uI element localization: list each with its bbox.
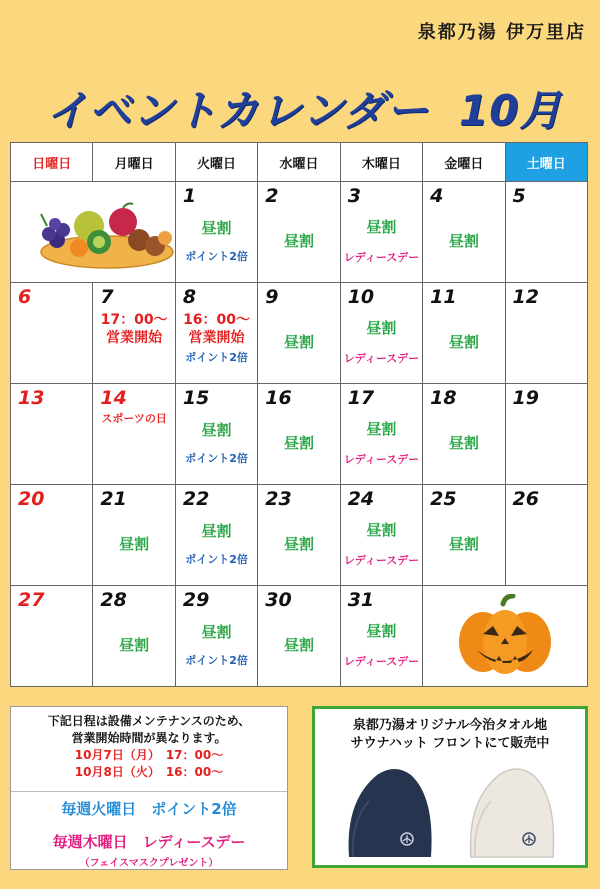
hiru-label: 昼割 [283, 231, 314, 250]
weekday-tue: 火曜日 [175, 143, 257, 182]
day-cell [258, 586, 340, 687]
day-number: 11 [430, 286, 457, 308]
lady-label: レディースデー [343, 553, 420, 567]
open-time: 16：00～ [183, 312, 251, 328]
point-label: ポイント2倍 [185, 351, 248, 364]
hiru-label: 昼割 [366, 318, 397, 337]
week-row [11, 283, 588, 384]
notice-line-1: 下記日程は設備メンテナンスのため、 [47, 714, 251, 728]
day-number: 21 [100, 488, 127, 510]
day-cell [11, 283, 93, 384]
holiday-label: スポーツの日 [101, 412, 167, 425]
weekday-sat: 土曜日 [505, 143, 587, 182]
day-number: 31 [347, 589, 375, 611]
day-cell [175, 182, 257, 283]
day-number: 29 [182, 589, 210, 611]
hiru-label: 昼割 [448, 433, 479, 452]
day-number: 19 [512, 387, 539, 409]
day-cell [340, 384, 422, 485]
point-label: ポイント2倍 [185, 249, 248, 263]
towel-line-2: サウナハット フロントにて販売中 [350, 736, 550, 751]
fruit-basket-icon [27, 196, 187, 276]
hiru-label: 昼割 [366, 520, 397, 539]
day-cell [175, 586, 257, 687]
day-cell [258, 485, 340, 586]
hiru-label: 昼割 [119, 534, 150, 553]
week-row [11, 384, 588, 485]
point-label: ポイント2倍 [185, 451, 248, 465]
hiru-label: 昼割 [201, 218, 232, 237]
weekday-fri: 金曜日 [423, 143, 505, 182]
weekday-header-row [11, 143, 588, 182]
day-cell [423, 485, 505, 586]
hiru-label: 昼割 [448, 332, 479, 351]
weekday-sun: 日曜日 [11, 143, 93, 182]
day-number: 3 [347, 185, 361, 207]
week-row [11, 182, 588, 283]
day-cell [93, 283, 175, 384]
day-number: 18 [430, 387, 457, 409]
day-number: 22 [182, 488, 210, 510]
lady-label: レディースデー [343, 250, 420, 264]
day-number: 30 [265, 589, 292, 611]
day-cell [258, 182, 340, 283]
week-row [11, 485, 588, 586]
day-cell [11, 384, 93, 485]
weekday-mon: 月曜日 [93, 143, 175, 182]
day-cell [175, 283, 257, 384]
day-number: 10 [347, 286, 375, 308]
day-cell [505, 485, 587, 586]
hiru-label: 昼割 [283, 332, 314, 351]
hiru-label: 昼割 [283, 433, 314, 452]
day-cell [175, 384, 257, 485]
day-cell [505, 182, 587, 283]
day-cell [505, 384, 587, 485]
day-cell [340, 485, 422, 586]
point-label: ポイント2倍 [185, 653, 248, 667]
day-number: 27 [18, 589, 45, 611]
day-number: 28 [100, 589, 127, 611]
fruit-illustration-cell [11, 182, 176, 283]
day-number: 5 [512, 185, 526, 207]
pumpkin-icon [455, 594, 555, 678]
day-number: 24 [347, 488, 375, 510]
store-name: 泉都乃湯 伊万里店 [417, 22, 586, 43]
day-number: 8 [182, 286, 197, 308]
lady-label: レディースデー [343, 654, 420, 668]
day-number: 17 [347, 387, 375, 409]
hiru-label: 昼割 [283, 534, 314, 553]
day-number: 2 [265, 185, 279, 207]
weekday-thu: 木曜日 [340, 143, 422, 182]
day-cell [423, 384, 505, 485]
day-cell [258, 384, 340, 485]
notice-line-2: 営業開始時間が異なります。 [71, 731, 227, 745]
week-row [11, 586, 588, 687]
event-calendar [10, 142, 588, 687]
pumpkin-illustration-cell [423, 586, 588, 687]
day-number: 23 [265, 488, 292, 510]
point-label: ポイント2倍 [185, 552, 248, 566]
hiru-label: 昼割 [448, 231, 479, 250]
lady-label: レディースデー [343, 452, 420, 466]
day-cell [175, 485, 257, 586]
notice-line-3: 10月7日（月） 17：00～ [74, 748, 224, 762]
hiru-label: 昼割 [201, 521, 232, 540]
sauna-hat-white-icon [461, 761, 561, 861]
hiru-label: 昼割 [201, 622, 232, 641]
day-number: 4 [430, 185, 444, 207]
hiru-label: 昼割 [448, 534, 479, 553]
day-cell [93, 485, 175, 586]
day-cell [11, 485, 93, 586]
title-month: 10月 [459, 86, 563, 135]
hiru-label: 昼割 [201, 420, 232, 439]
day-number: 6 [18, 286, 32, 308]
weekly-thursday-promo: 毎週木曜日 レディースデー [52, 833, 246, 851]
hiru-label: 昼割 [366, 419, 397, 438]
maintenance-notice-box [10, 706, 288, 870]
open-label: 営業開始 [188, 330, 245, 346]
day-number: 7 [100, 286, 114, 308]
weekly-thursday-sub: （フェイスマスクプレゼント） [79, 858, 219, 869]
title-text: イベントカレンダー [46, 86, 430, 135]
day-number: 25 [430, 488, 457, 510]
hiru-label: 昼割 [366, 217, 397, 236]
day-cell [340, 182, 422, 283]
day-number: 9 [265, 286, 279, 308]
day-cell [423, 283, 505, 384]
day-number: 14 [100, 387, 127, 409]
open-time: 17：00～ [100, 312, 168, 328]
lady-label: レディースデー [343, 351, 420, 365]
page-title [46, 78, 562, 138]
day-number: 1 [182, 185, 197, 207]
day-cell [340, 586, 422, 687]
day-cell [258, 283, 340, 384]
open-label: 営業開始 [106, 330, 163, 346]
day-cell [505, 283, 587, 384]
day-number: 20 [18, 488, 45, 510]
day-cell [340, 283, 422, 384]
hiru-label: 昼割 [283, 635, 314, 654]
notice-divider [11, 791, 287, 792]
sauna-hat-navy-icon [339, 761, 439, 861]
day-number: 13 [18, 387, 45, 409]
day-number: 16 [265, 387, 292, 409]
day-cell [93, 384, 175, 485]
day-number: 15 [182, 387, 210, 409]
hiru-label: 昼割 [119, 635, 150, 654]
towel-line-1: 泉都乃湯オリジナル今治タオル地 [352, 718, 548, 733]
weekday-wed: 水曜日 [258, 143, 340, 182]
notice-line-4: 10月8日（火） 16：00～ [74, 765, 224, 779]
hiru-label: 昼割 [366, 621, 397, 640]
sauna-hat-box [312, 706, 588, 868]
day-number: 26 [512, 488, 539, 510]
day-cell [11, 586, 93, 687]
day-number: 12 [512, 286, 539, 308]
day-cell [423, 182, 505, 283]
weekly-tuesday-promo: 毎週火曜日 ポイント2倍 [61, 800, 237, 818]
day-cell [93, 586, 175, 687]
